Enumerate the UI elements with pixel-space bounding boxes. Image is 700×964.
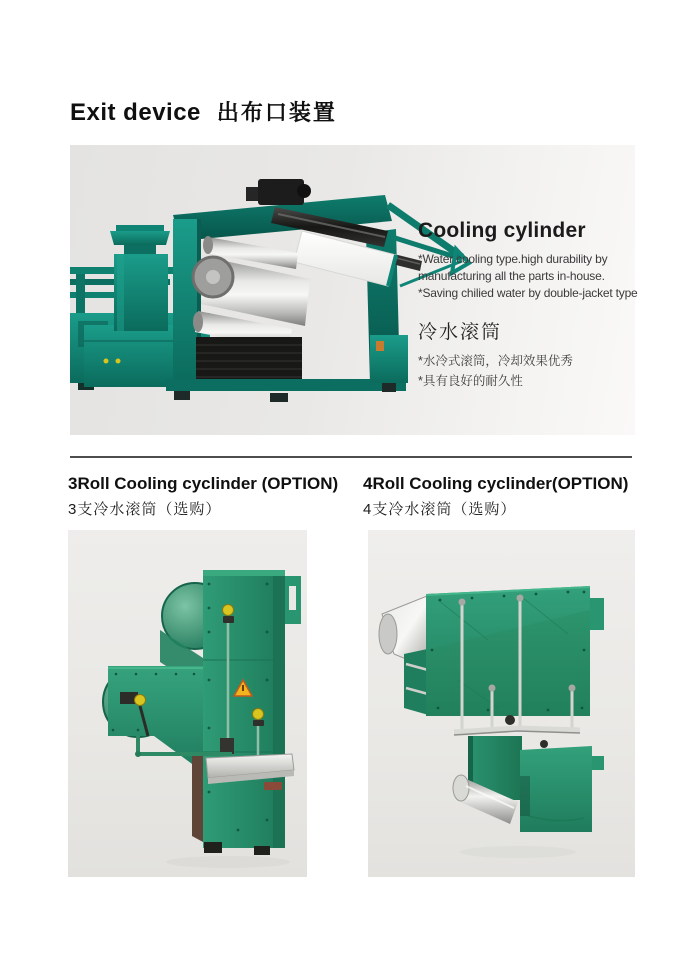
cooling-rollers (193, 236, 310, 350)
side-tab (590, 598, 604, 630)
floor-shadow (166, 856, 290, 868)
cross-bar (454, 728, 580, 735)
cooling-cylinder-line-zh-1: *水冷式滚筒，冷却效果优秀 (418, 354, 573, 368)
top-motor (246, 179, 311, 205)
4-roll-machine-illustration (368, 530, 635, 877)
page-title-en: Exit device (70, 99, 201, 126)
page-title (70, 96, 337, 127)
option-4roll-title-en: 4Roll Cooling cyclinder(OPTION) (363, 474, 629, 493)
floor-shadow (460, 846, 576, 858)
option-3roll-heading (68, 474, 338, 519)
cooling-cylinder-heading-en: Cooling cylinder (418, 219, 586, 242)
cooling-cylinder-heading-zh: 冷水滚筒 (418, 322, 503, 343)
adjuster-knob-icon (253, 709, 264, 720)
fitting (505, 715, 515, 725)
main-body-panel (426, 586, 604, 716)
chimney (110, 225, 170, 331)
cooling-cylinder-info (418, 219, 638, 391)
cooling-cylinder-line-zh-2: *具有良好的耐久性 (418, 374, 523, 388)
cooling-cylinder-line-en-1: *Water cooling type.high durability by (418, 252, 608, 266)
adjuster-knob-icon (135, 695, 146, 706)
3-roll-cooling-cylinder-photo (68, 530, 307, 877)
section-divider (70, 456, 632, 458)
option-4roll-title-zh: 4支冷水滚筒（选购） (363, 501, 517, 518)
3-roll-machine-illustration (68, 530, 307, 877)
mesh-base (166, 335, 408, 402)
drain-valve (264, 782, 282, 790)
option-3roll-title-zh: 3支冷水滚筒（选购） (68, 501, 222, 518)
cooling-cylinder-line-en-3: *Saving chilied water by double-jacket type (418, 286, 638, 300)
adjuster-knob-icon (223, 605, 234, 616)
side-wing-panel (108, 666, 203, 772)
main-column (203, 570, 301, 848)
option-4roll-heading (363, 474, 628, 519)
page-title-zh: 出布口装置 (216, 100, 337, 125)
exit-device-machine-photo (70, 145, 638, 435)
cooling-cylinder-line-en-2: manufacturing all the parts in-house. (418, 269, 605, 283)
4-roll-cooling-cylinder-photo (368, 530, 635, 877)
column-shadow (192, 756, 203, 842)
bottom-box (520, 746, 604, 832)
fitting (540, 740, 548, 748)
option-3roll-title-en: 3Roll Cooling cyclinder (OPTION) (68, 474, 339, 493)
